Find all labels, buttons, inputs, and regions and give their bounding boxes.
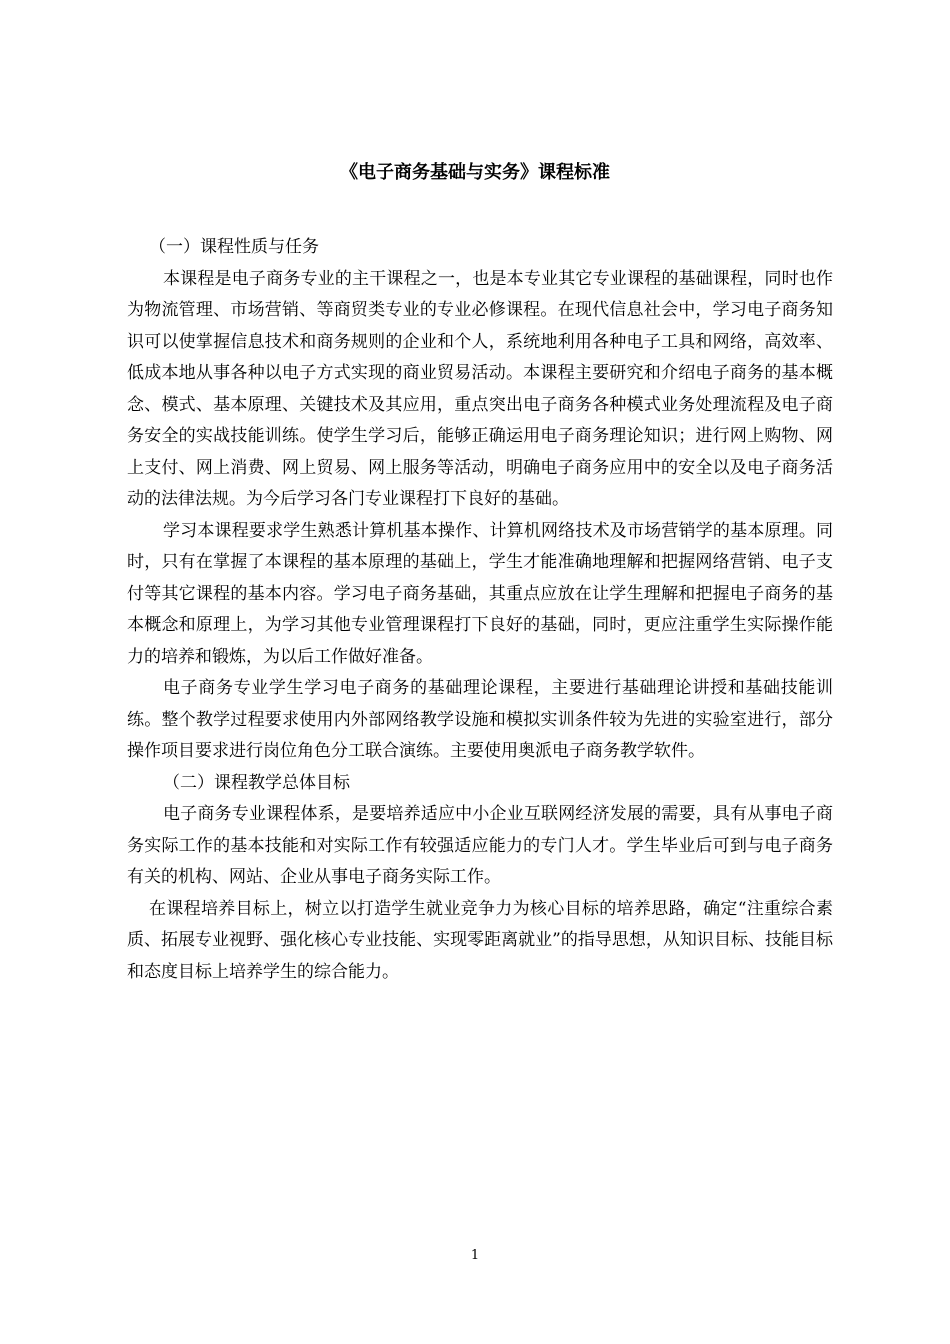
section-heading-teaching-goals: （二）课程教学总体目标 — [163, 772, 350, 793]
paragraph-training-goals: 在课程培养目标上，树立以打造学生就业竞争力为核心目标的培养思路，确定“注重综合素质、拓展专业视野、强化核心专业技能、实现零距离就业”的指导思想，从知识目标、技能目标和态度目标上培养学生的综合能力。 — [127, 898, 833, 982]
page-number: 1 — [470, 1248, 480, 1263]
document-title: 《电子商务基础与实务》课程标准 — [340, 162, 610, 183]
document-body — [127, 232, 833, 988]
section-heading-course-nature: （一）课程性质与任务 — [149, 237, 319, 257]
paragraph-curriculum-system: 电子商务专业课程体系，是要培养适应中小企业互联网经济发展的需要，具有从事电子商务实际工作的基本技能和对实际工作有较强适应能力的专门人才。学生毕业后可到与电子商务有关的机构、网站、企业从事电子商务实际工作。 — [127, 804, 833, 887]
paragraph-teaching-method: 电子商务专业学生学习电子商务的基础理论课程，主要进行基础理论讲授和基础技能训练。整个教学过程要求使用内外部网络教学设施和模拟实训条件较为先进的实验室进行，部分操作项目要求进行岗位角色分工联合演练。主要使用奥派电子商务教学软件。 — [127, 678, 833, 761]
paragraph-course-overview: 本课程是电子商务专业的主干课程之一，也是本专业其它专业课程的基础课程，同时也作为物流管理、市场营销、等商贸类专业的专业必修课程。在现代信息社会中，学习电子商务知识可以使掌握信息技术和商务规则的企业和个人，系统地利用各种电子工具和网络，高效率、低成本地从事各种以电子方式实现的商业贸易活动。本课程主要研究和介绍电子商务的基本概念、模式、基本原理、关键技术及其应用，重点突出电子商务各种模式业务处理流程及电子商务安全的实战技能训练。使学生学习后，能够正确运用电子商务理论知识；进行网上购物、网上支付、网上消费、网上贸易、网上服务等活动，明确电子商务应用中的安全以及电子商务活动的法律法规。为今后学习各门专业课程打下良好的基础。 — [127, 268, 833, 509]
paragraph-course-requirements: 学习本课程要求学生熟悉计算机基本操作、计算机网络技术及市场营销学的基本原理。同时，只有在掌握了本课程的基本原理的基础上，学生才能准确地理解和把握网络营销、电子支付等其它课程的基本内容。学习电子商务基础，其重点应放在让学生理解和把握电子商务的基本概念和原理上，为学习其他专业管理课程打下良好的基础，同时，更应注重学生实际操作能力的培养和锻炼，为以后工作做好准备。 — [127, 520, 833, 667]
